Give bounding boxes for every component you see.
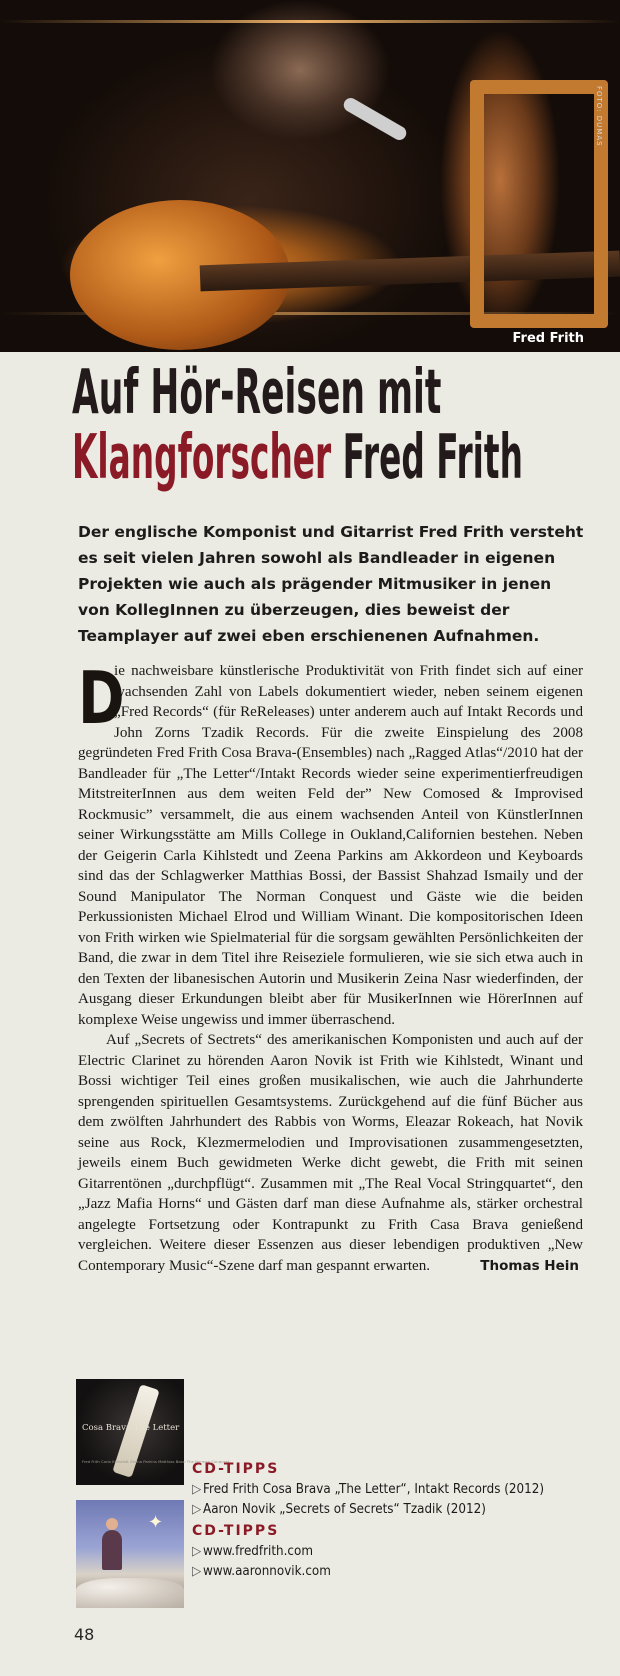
arrow-icon: ▷ — [192, 1482, 202, 1497]
arrow-icon: ▷ — [192, 1544, 202, 1559]
cd-tips-box — [192, 1458, 592, 1520]
light-streak — [0, 20, 620, 23]
headline-line-2 — [72, 421, 523, 494]
photo-credit: FOTO: DUMAS — [595, 86, 603, 147]
album-cover-secrets-of-secrets — [76, 1500, 184, 1606]
lead-paragraph: Der englische Komponist und Gitarrist Fred Frith versteht es seit vielen Jahren sowohl als Bandleader in eigenen Projekten wie auch als prägender Mitmusiker in jenen von KollegInnen zu überzeugen, dies beweist der Teamplayer auf zwei eben erschienenen Aufnahmen. — [78, 523, 584, 645]
web-tips-box — [192, 1520, 592, 1582]
cover-title: Cosa Brava The Letter — [82, 1423, 180, 1433]
headline-rest: Fred Frith — [331, 421, 523, 494]
amplifier — [470, 80, 608, 328]
figure-body — [102, 1530, 122, 1570]
cloud-shape — [76, 1578, 184, 1608]
headline-highlight: Klangforscher — [72, 421, 332, 494]
arrow-icon: ▷ — [192, 1564, 202, 1579]
article-paragraph-2-text: Auf „Secrets of Sectrets“ des amerikanischen Komponisten und auch auf der Electric Clarinet zu hörenden Aaron Novik ist Frith wie Kihlstedt, Winant und Bossi wichtiger Teil eines großen musikalischen, wie auch die Jahrhunderte sprengenden spirituellen Gesamtsystems. Zurückgehend auf die fünf Bücher aus dem zwölften Jahrhundert des Rabbis von Worms, Eleazar Rokeach, hat Novik seine aus Rock, Klezmermelodien und Improvisationen zusammengesetzten, jeweils einem Buch gewidmeten Werke dicht gewebt, die Frith mit seinen Gitarrentönen „durchpflügt“. Zusammen mit „The Real Vocal Stringquartet“, den „Jazz Mafia Horns“ und Gästen darf man diese Aufnahme als, stärker orchestral angelegte Fortsetzung oder Kontrapunkt zu Frith Casa Brava genießend vergleichen. Weitere dieser Essenzen aus dieser lebendigen produktiven „New Contemporary Music“-Szene darf man gespannt erwarten. — [78, 1032, 583, 1274]
cover-credits: Fred Frith Carla Kihlstedt Zeena Parkins Matthias Bossi The Norman Conquest — [82, 1459, 230, 1464]
author-name: Thomas Hein — [480, 1257, 579, 1274]
cd-tips-heading: CD-TIPPS — [192, 1461, 280, 1477]
headline-line-1: Auf Hör-Reisen mit — [72, 356, 442, 429]
article-body — [78, 656, 583, 1276]
drop-cap: D — [78, 656, 125, 740]
web-link-fredfrith[interactable]: ▷ www.fredfrith.com — [192, 1544, 313, 1559]
page-number: 48 — [74, 1625, 95, 1644]
header-photo — [0, 0, 620, 352]
article-paragraph-1 — [78, 656, 583, 1030]
article-paragraph-2 — [78, 1030, 583, 1276]
album-cover-the-letter — [76, 1379, 230, 1485]
microphone — [341, 95, 409, 142]
cd-tip-item: ▷ Aaron Novik „Secrets of Secrets“ Tzadik (2012) — [192, 1502, 486, 1517]
figure-head — [106, 1518, 118, 1530]
star-icon: ✦ — [148, 1512, 164, 1533]
photo-caption: Fred Frith — [512, 331, 584, 346]
web-tips-heading: CD-TIPPS — [192, 1523, 280, 1539]
article-paragraph-1-text: ie nachweisbare künstlerische Produktivität von Frith findet sich auf einer wachsenden Zahl von Labels dokumentiert wieder, neben seinem eigenen „Fred Records“ (für ReReleases) unter anderem auch auf Intakt Records und John Zorns Tzadik Records. Für die zweite Einspielung des 2008 gegründeten Fred Frith Cosa Brava-(Ensembles) nach „Ragged Atlas“/2010 hat der Bandleader für „The Letter“/Intakt Records wieder seine experimentierfreudigen MitstreiterInnen aus dem weiten Feld der” New Comosed & Improvised Rockmusic” versammelt, die aus einem wachsenden Anteil von KünstlerInnen seiner Wirkungsstätte am Mills College in Oukland,Californien bestehen. Neben der Geigerin Carla Kihlstedt und Zeena Parkins am Akkordeon und Keyboards sind das der Schlagwerker Matthias Bossi, der Bassist Shahzad Ismaily und der Sound Manipulator The Norman Conquest und Gäste wie die beiden Perkussionisten Michael Elrod und William Winant. Die kompositorischen Ideen von Frith wirken wie Spielmaterial für die sorgsam gewählten Persönlichkeiten der Band, die zwar in dem Titel ihre Reiseziele formulieren, wie sie sich etwa auch in den Texten der libanesischen Autorin und Musikerin Zeina Nasr wiederfinden, der Ausgang dieser Erkundungen bleibt aber für MusikerInnen wie HörerInnen auf komplexe Weise ungewiss und immer überraschend. — [78, 663, 583, 1028]
web-link-aaronnovik[interactable]: ▷ www.aaronnovik.com — [192, 1564, 331, 1579]
arrow-icon: ▷ — [192, 1502, 202, 1517]
cd-tip-item: ▷ Fred Frith Cosa Brava „The Letter“, Intakt Records (2012) — [192, 1482, 545, 1497]
